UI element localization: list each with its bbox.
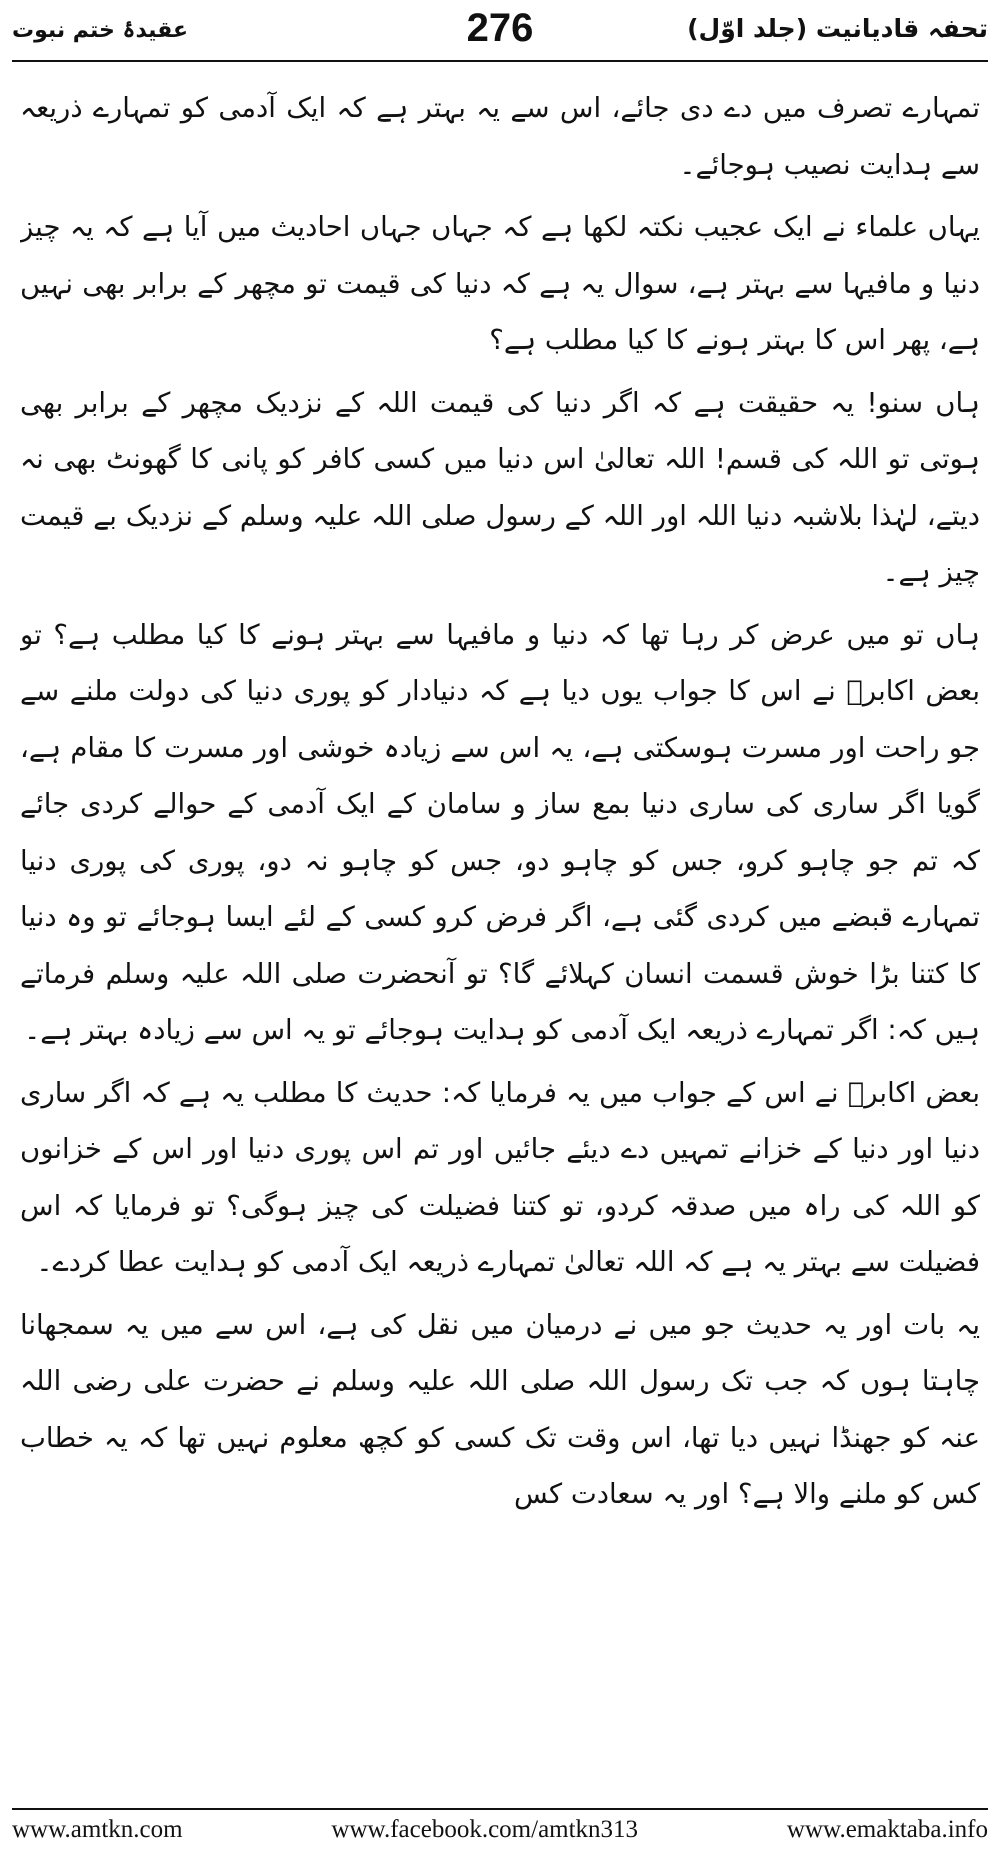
footer-link-emaktaba[interactable]: www.emaktaba.info xyxy=(786,1816,988,1843)
section-title: عقیدۂ ختم نبوت xyxy=(12,18,188,43)
book-title: تحفہ قادیانیت (جلد اوّل) xyxy=(687,14,988,43)
paragraph-2: یہاں علماء نے ایک عجیب نکتہ لکھا ہے کہ جہاں جہاں احادیث میں آیا ہے کہ یہ چیز دنیا و مافیہا سے بہتر ہے، سوال یہ ہے کہ دنیا کی قیمت تو مچھر کے برابر بھی نہیں ہے، پھر اس کا بہتر ہونے کا کیا مطلب ہے؟ xyxy=(20,211,980,356)
paragraph-6: یہ بات اور یہ حدیث جو میں نے درمیان میں نقل کی ہے، اس سے میں یہ سمجھانا چاہتا ہوں کہ جب تک رسول اللہ صلی اللہ علیہ وسلم نے حضرت علی رضی اللہ عنہ کو جھنڈا نہیں دیا تھا، اس وقت تک کسی کو کچھ معلوم نہیں تھا کہ یہ خطاب کس کو ملنے والا ہے؟ اور یہ سعادت کس xyxy=(20,1308,980,1510)
paragraph-4: ہاں تو میں عرض کر رہا تھا کہ دنیا و مافیہا سے بہتر ہونے کا کیا مطلب ہے؟ تو بعض اکابرؒ نے اس کا جواب یوں دیا ہے کہ دنیادار کو پوری دنیا کی دولت ملنے سے جو راحت اور مسرت ہوسکتی ہے، یہ اس سے زیادہ خوشی اور مسرت کا مقام ہے، گویا اگر ساری کی ساری دنیا بمع ساز و سامان کے ایک آدمی کے حوالے کردی جائے کہ تم جو چاہو کرو، جس کو چاہو دو، جس کو چاہو نہ دو، پوری کی پوری دنیا تمہارے قبضے میں کردی گئی ہے، اگر فرض کرو کسی کے لئے ایسا ہوجائے تو وہ دنیا کا کتنا بڑا خوش قسمت انسان کہلائے گا؟ تو آنحضرت صلی اللہ علیہ وسلم فرماتے ہیں کہ: اگر تمہارے ذریعہ ایک آدمی کو ہدایت ہوجائے تو یہ اس سے زیادہ بہتر ہے۔ xyxy=(20,618,980,1046)
paragraph-3: ہاں سنو! یہ حقیقت ہے کہ اگر دنیا کی قیمت اللہ کے نزدیک مچھر کے برابر بھی ہوتی تو اللہ کی قسم! اللہ تعالیٰ اس دنیا میں کسی کافر کو پانی کا گھونٹ بھی نہ دیتے، لہٰذا بلاشبہ دنیا اللہ اور اللہ کے رسول صلی اللہ علیہ وسلم کے نزدیک بے قیمت چیز ہے۔ xyxy=(20,386,980,588)
paragraph-1: تمہارے تصرف میں دے دی جائے، اس سے یہ بہتر ہے کہ ایک آدمی کو تمہارے ذریعہ سے ہدایت نصیب ہوجائے۔ xyxy=(20,92,980,181)
header-divider xyxy=(12,60,988,62)
footer-link-amtkn[interactable]: www.amtkn.com xyxy=(12,1816,183,1843)
footer-link-facebook[interactable]: www.facebook.com/amtkn313 xyxy=(331,1816,639,1843)
page-header xyxy=(12,8,988,58)
paragraph-5: بعض اکابرؒ نے اس کے جواب میں یہ فرمایا کہ: حدیث کا مطلب یہ ہے کہ اگر ساری دنیا اور دنیا کے خزانے تمہیں دے دیئے جائیں اور تم اس پوری دنیا اور اس کے خزانوں کو اللہ کی راہ میں صدقہ کردو، تو کتنا فضیلت کی چیز ہوگی؟ تو فرمایا کہ اس فضیلت سے بہتر یہ ہے کہ اللہ تعالیٰ تمہارے ذریعہ ایک آدمی کو ہدایت عطا کردے۔ xyxy=(20,1076,980,1278)
page-number: 276 xyxy=(466,6,534,50)
page-footer xyxy=(12,1814,988,1846)
footer-divider xyxy=(12,1808,988,1810)
page-body xyxy=(20,80,980,1800)
